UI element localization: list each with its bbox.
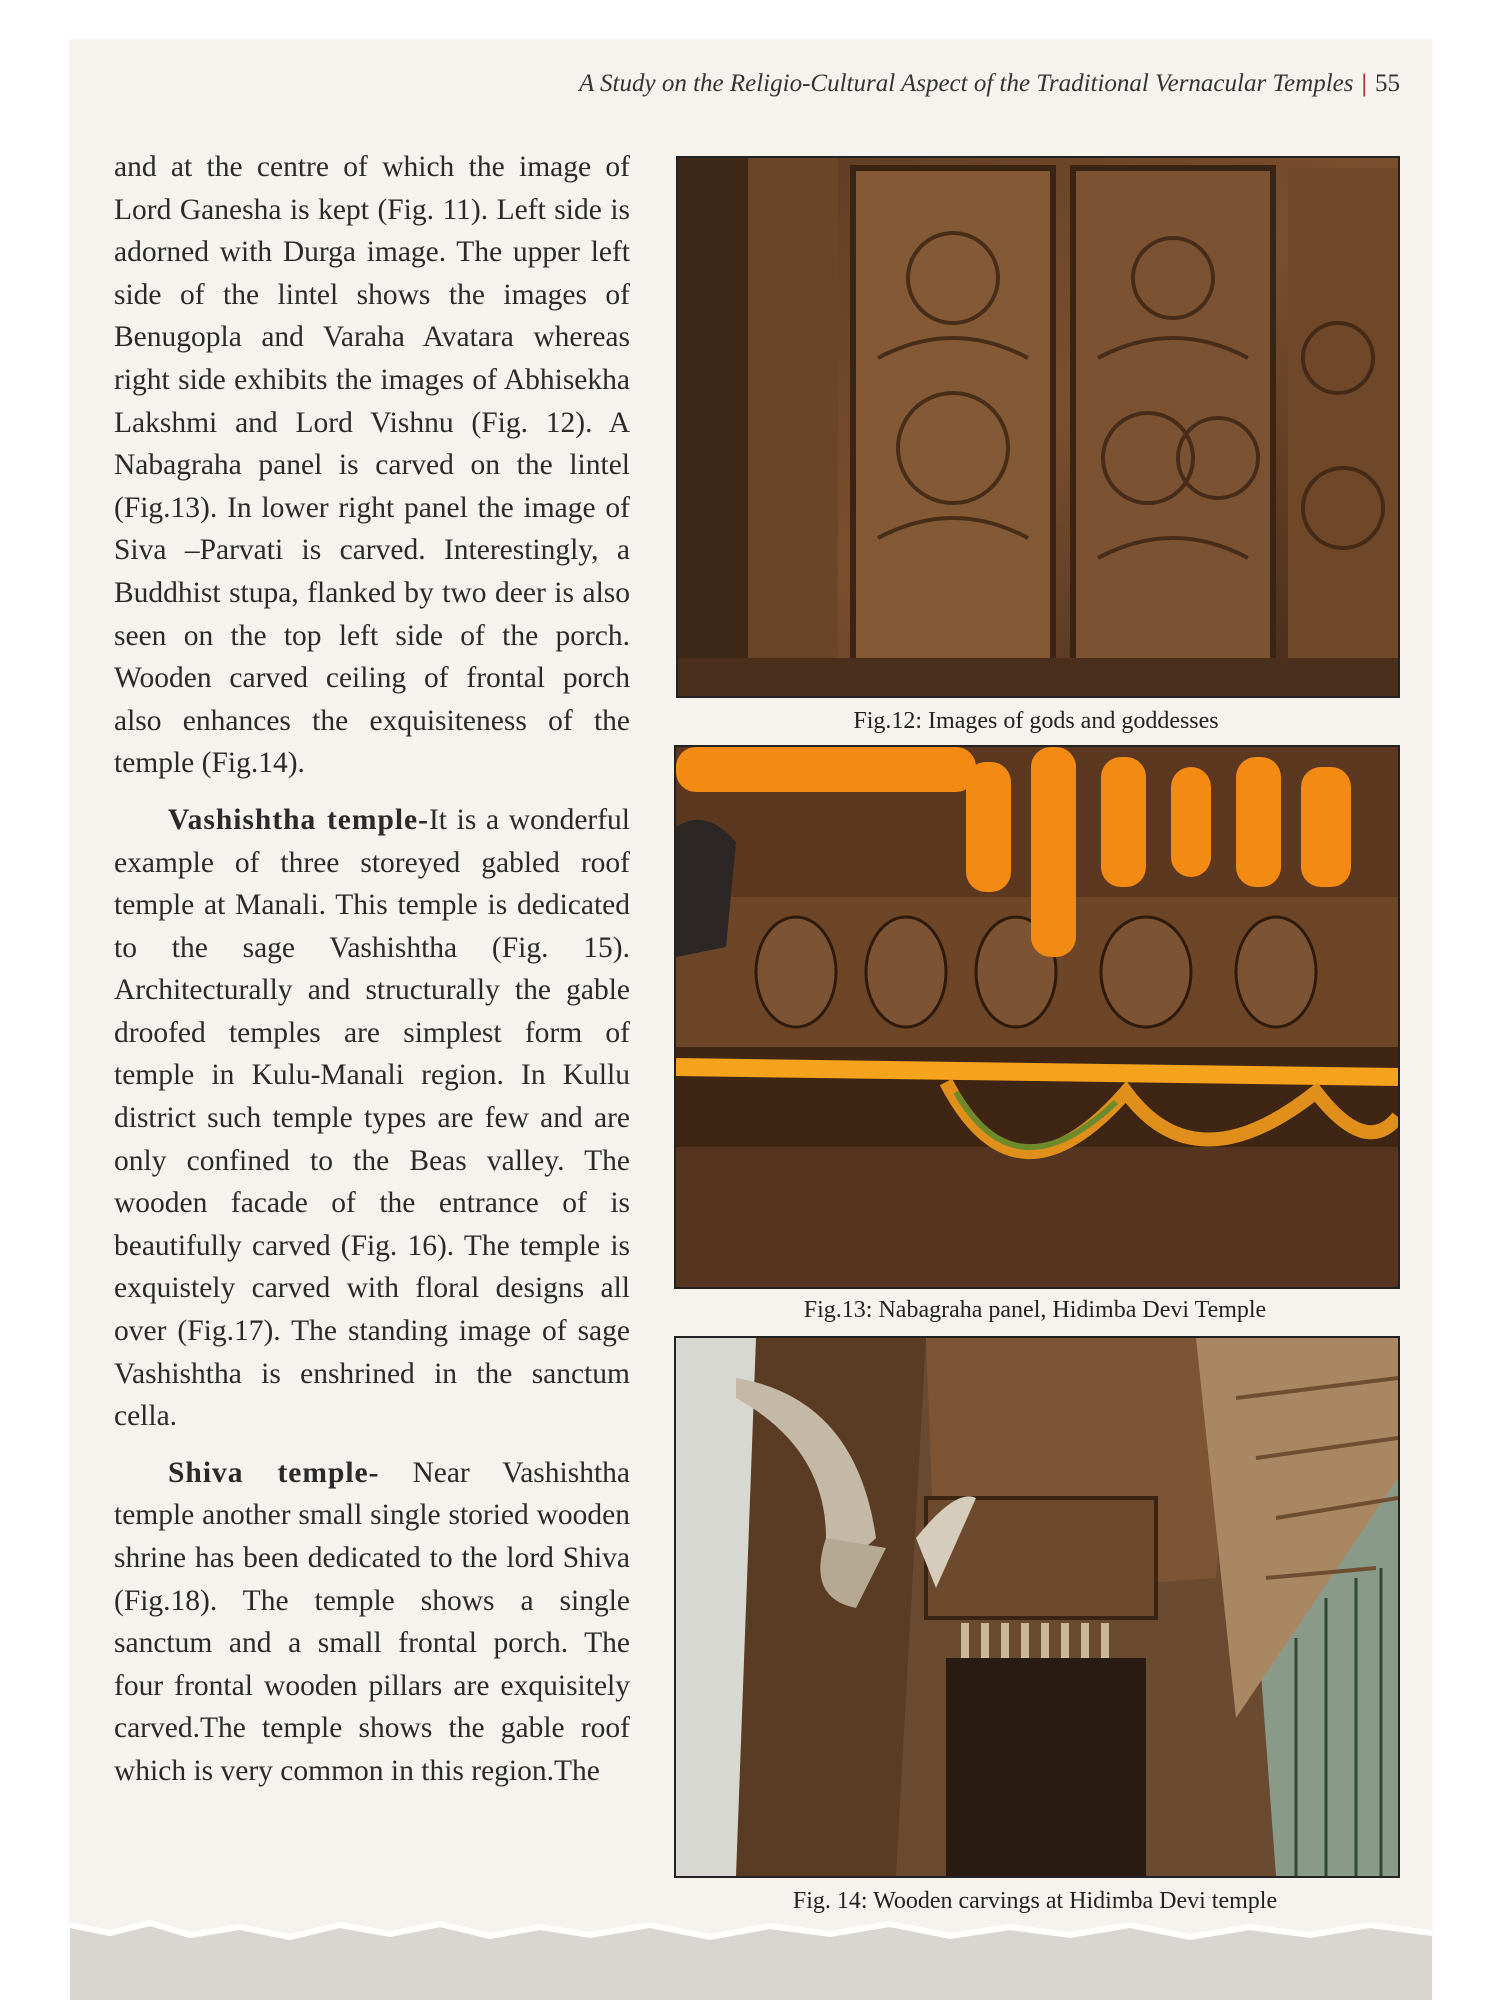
fig12-caption: Fig.12: Images of gods and goddesses: [853, 708, 1219, 734]
fig14-caption: Fig. 14: Wooden carvings at Hidimba Devi temple: [792, 1888, 1278, 1914]
fig14-photo: [674, 1336, 1400, 1878]
paragraph-1: and at the centre of which the image of Lord Ganesha is kept (Fig. 11). Left side is adorned with Durga image. The upper left side of the lintel shows the images of Benugopla and Varaha Avatara whereas right side exhibits the images of Abhisekha Lakshmi and Lord Vishnu (Fig. 12). A Nabagraha panel is carved on the lintel (Fig.13). In lower right panel the image of Siva –Parvati is carved. Interestingly, a Buddhist stupa, flanked by two deer is also seen on the top left side of the porch. Wooden carved ceiling of frontal porch also enhances the exquisiteness of the temple (Fig.14).: [114, 151, 630, 780]
torn-edge: [70, 1915, 1432, 1955]
fig13-caption: Fig.13: Nabagraha panel, Hidimba Devi Temple: [803, 1297, 1267, 1323]
page-number: 55: [1375, 70, 1400, 97]
running-header: [420, 70, 1400, 110]
paragraph-vashishtha-text: It is a wonderful example of three storeyed gabled roof temple at Manali. This temple is dedicated to the sage Vashishtha (Fig. 15). Architecturally and structurally the gable droofed temples are simplest form of temple in Kulu-Manali region. In Kullu district such temple types are few and are only confined to the Beas valley. The wooden facade of the entrance of is beautifully carved (Fig. 16). The temple is exquistely carved with floral designs all over (Fig.17). The standing image of sage Vashishtha is enshrined in the sanctum cella.: [114, 803, 631, 1433]
paragraph-shiva-text: Near Vashishtha temple another small single storied wooden shrine has been dedicated to the lord Shiva (Fig.18). The temple shows a single sanctum and a small frontal porch. The four frontal wooden pillars are exquisitely carved.The temple shows the gable roof which is very common in this region.The: [114, 1456, 630, 1787]
fig13-photo: [674, 745, 1400, 1289]
heading-shiva: Shiva temple-: [168, 1456, 380, 1489]
body-text-column: [114, 146, 630, 1793]
paragraph-vashishtha: [114, 799, 630, 1438]
fig12-photo: [676, 156, 1400, 698]
paragraph-shiva: [114, 1452, 630, 1793]
header-title: A Study on the Religio-Cultural Aspect of the Traditional Vernacular Temples: [578, 70, 1354, 97]
header-separator: |: [1361, 70, 1367, 97]
heading-vashishtha: Vashishtha temple-: [168, 803, 429, 836]
